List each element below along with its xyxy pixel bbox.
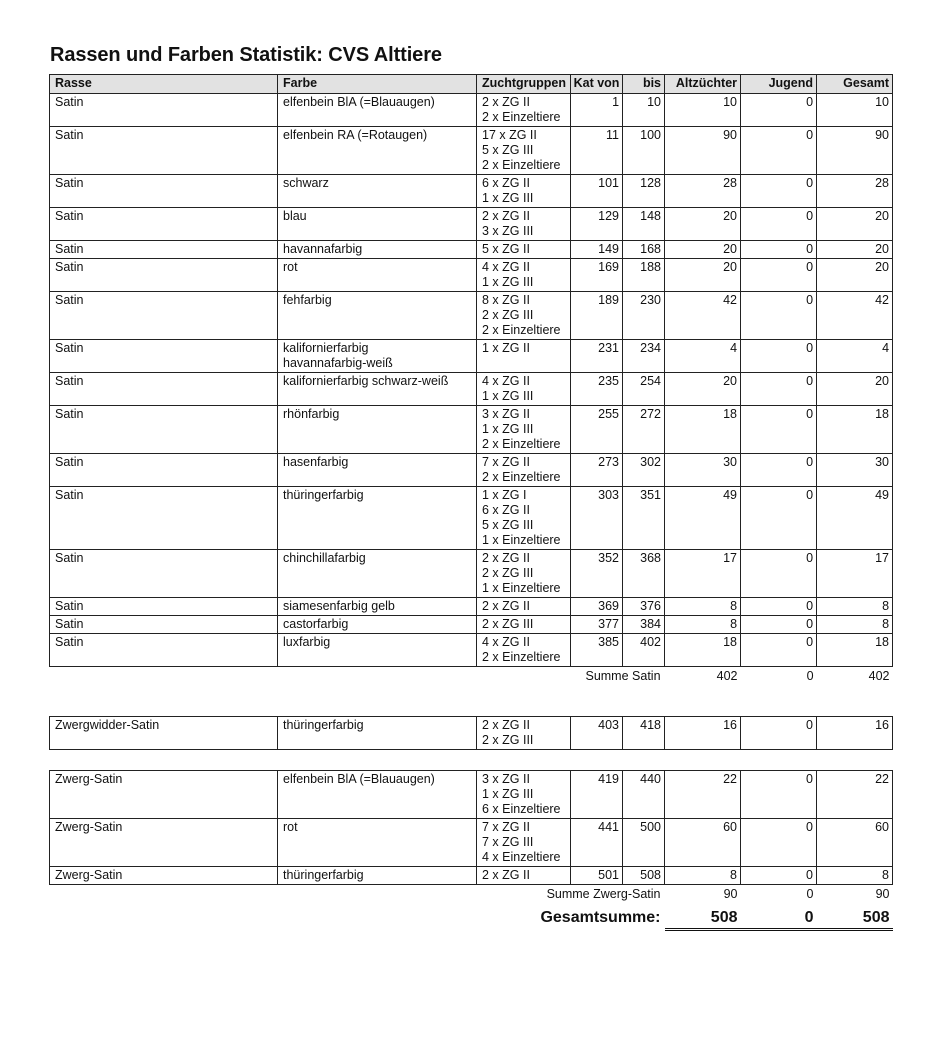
cell-bis: 100 bbox=[623, 127, 665, 175]
cell-altzuechter: 18 bbox=[665, 406, 741, 454]
cell-zuchtgruppen bbox=[477, 616, 571, 634]
sum-row-satin bbox=[50, 667, 893, 687]
zuchtgruppe-line: 7 x ZG II bbox=[482, 820, 530, 834]
sum-gesamt: 402 bbox=[868, 669, 890, 683]
cell-rasse: Satin bbox=[50, 292, 278, 340]
cell-jugend: 0 bbox=[741, 208, 817, 241]
zuchtgruppe-line: 2 x ZG II bbox=[482, 209, 530, 223]
cell-gesamt: 20 bbox=[817, 208, 893, 241]
zuchtgruppe-line: 17 x ZG II bbox=[482, 128, 537, 142]
cell-altzuechter: 90 bbox=[665, 127, 741, 175]
cell-farbe: kalifornierfarbig schwarz-weiß bbox=[278, 373, 477, 406]
zuchtgruppe-line: 1 x ZG III bbox=[482, 275, 534, 289]
cell-altzuechter: 22 bbox=[665, 771, 741, 819]
cell-bis: 254 bbox=[623, 373, 665, 406]
cell-bis: 368 bbox=[623, 550, 665, 598]
zuchtgruppe-line: 1 x Einzeltiere bbox=[482, 533, 561, 547]
cell-rasse: Satin bbox=[50, 94, 278, 127]
cell-jugend: 0 bbox=[741, 819, 817, 867]
cell-farbe: castorfarbig bbox=[278, 616, 477, 634]
cell-kat-von: 169 bbox=[571, 259, 623, 292]
cell-farbe: elfenbein BlA (=Blauaugen) bbox=[278, 94, 477, 127]
cell-altzuechter: 18 bbox=[665, 634, 741, 667]
cell-gesamt: 8 bbox=[817, 598, 893, 616]
cell-altzuechter: 42 bbox=[665, 292, 741, 340]
cell-farbe: elfenbein BlA (=Blauaugen) bbox=[278, 771, 477, 819]
cell-bis: 272 bbox=[623, 406, 665, 454]
zuchtgruppe-line: 6 x Einzeltiere bbox=[482, 802, 561, 816]
zuchtgruppe-line: 1 x ZG I bbox=[482, 488, 527, 502]
cell-zuchtgruppen bbox=[477, 487, 571, 550]
cell-altzuechter: 60 bbox=[665, 819, 741, 867]
cell-farbe: havannafarbig bbox=[278, 241, 477, 259]
zuchtgruppe-line: 1 x ZG II bbox=[482, 341, 530, 355]
cell-gesamt: 17 bbox=[817, 550, 893, 598]
zuchtgruppe-line: 5 x ZG III bbox=[482, 143, 534, 157]
zuchtgruppe-line: 6 x ZG II bbox=[482, 503, 530, 517]
cell-kat-von: 419 bbox=[571, 771, 623, 819]
cell-kat-von: 501 bbox=[571, 867, 623, 885]
cell-gesamt: 18 bbox=[817, 406, 893, 454]
table-row bbox=[50, 373, 893, 406]
cell-altzuechter: 17 bbox=[665, 550, 741, 598]
zuchtgruppe-line: 2 x ZG II bbox=[482, 551, 530, 565]
zuchtgruppe-line: 4 x ZG II bbox=[482, 635, 530, 649]
grand-total-gesamt: 508 bbox=[817, 904, 893, 930]
table-row bbox=[50, 340, 893, 373]
zuchtgruppe-line: 8 x ZG II bbox=[482, 293, 530, 307]
cell-altzuechter: 10 bbox=[665, 94, 741, 127]
table-row bbox=[50, 94, 893, 127]
cell-rasse: Zwerg-Satin bbox=[50, 867, 278, 885]
zuchtgruppe-line: 2 x ZG II bbox=[482, 599, 530, 613]
cell-zuchtgruppen bbox=[477, 771, 571, 819]
cell-rasse: Satin bbox=[50, 406, 278, 454]
cell-jugend: 0 bbox=[741, 487, 817, 550]
cell-jugend: 0 bbox=[741, 340, 817, 373]
cell-zuchtgruppen bbox=[477, 259, 571, 292]
cell-gesamt: 18 bbox=[817, 634, 893, 667]
cell-rasse: Satin bbox=[50, 487, 278, 550]
cell-jugend: 0 bbox=[741, 616, 817, 634]
cell-bis: 508 bbox=[623, 867, 665, 885]
cell-farbe: thüringerfarbig bbox=[278, 867, 477, 885]
cell-rasse: Satin bbox=[50, 127, 278, 175]
zuchtgruppe-line: 1 x ZG III bbox=[482, 389, 534, 403]
cell-zuchtgruppen bbox=[477, 94, 571, 127]
cell-jugend: 0 bbox=[741, 454, 817, 487]
cell-altzuechter: 20 bbox=[665, 373, 741, 406]
cell-jugend: 0 bbox=[741, 867, 817, 885]
cell-rasse: Zwergwidder-Satin bbox=[50, 717, 278, 750]
cell-zuchtgruppen bbox=[477, 406, 571, 454]
zuchtgruppe-line: 5 x ZG III bbox=[482, 518, 534, 532]
table-row bbox=[50, 771, 893, 819]
cell-gesamt: 20 bbox=[817, 259, 893, 292]
zuchtgruppe-line: 5 x ZG II bbox=[482, 242, 530, 256]
cell-gesamt: 42 bbox=[817, 292, 893, 340]
cell-gesamt: 90 bbox=[817, 127, 893, 175]
cell-zuchtgruppen bbox=[477, 292, 571, 340]
cell-zuchtgruppen bbox=[477, 819, 571, 867]
cell-farbe: elfenbein RA (=Rotaugen) bbox=[278, 127, 477, 175]
col-header-jugend: Jugend bbox=[741, 75, 817, 94]
cell-gesamt: 4 bbox=[817, 340, 893, 373]
cell-farbe: hasenfarbig bbox=[278, 454, 477, 487]
cell-zuchtgruppen bbox=[477, 867, 571, 885]
cell-bis: 418 bbox=[623, 717, 665, 750]
sum-label: Summe Satin bbox=[585, 669, 661, 683]
zuchtgruppe-line: 1 x ZG III bbox=[482, 191, 534, 205]
cell-farbe: rhönfarbig bbox=[278, 406, 477, 454]
cell-farbe: schwarz bbox=[278, 175, 477, 208]
zuchtgruppe-line: 2 x Einzeltiere bbox=[482, 110, 561, 124]
cell-kat-von: 231 bbox=[571, 340, 623, 373]
grand-total-label: Gesamtsumme: bbox=[540, 909, 661, 926]
table-row bbox=[50, 550, 893, 598]
cell-kat-von: 303 bbox=[571, 487, 623, 550]
zuchtgruppe-line: 2 x ZG II bbox=[482, 868, 530, 882]
cell-bis: 230 bbox=[623, 292, 665, 340]
cell-jugend: 0 bbox=[741, 717, 817, 750]
cell-zuchtgruppen bbox=[477, 208, 571, 241]
cell-kat-von: 352 bbox=[571, 550, 623, 598]
cell-rasse: Satin bbox=[50, 259, 278, 292]
cell-kat-von: 149 bbox=[571, 241, 623, 259]
cell-zuchtgruppen bbox=[477, 127, 571, 175]
cell-rasse: Satin bbox=[50, 175, 278, 208]
cell-rasse: Zwerg-Satin bbox=[50, 771, 278, 819]
table-row bbox=[50, 454, 893, 487]
cell-zuchtgruppen bbox=[477, 340, 571, 373]
farbe-line: havannafarbig-weiß bbox=[283, 356, 393, 370]
cell-altzuechter: 8 bbox=[665, 867, 741, 885]
table-row bbox=[50, 616, 893, 634]
zuchtgruppe-line: 7 x ZG II bbox=[482, 455, 530, 469]
table-row bbox=[50, 717, 893, 750]
header-row bbox=[50, 75, 893, 94]
cell-gesamt: 60 bbox=[817, 819, 893, 867]
cell-bis: 10 bbox=[623, 94, 665, 127]
sum-jugend: 0 bbox=[806, 669, 814, 683]
cell-altzuechter: 16 bbox=[665, 717, 741, 750]
cell-gesamt: 8 bbox=[817, 616, 893, 634]
cell-farbe: blau bbox=[278, 208, 477, 241]
table-row bbox=[50, 598, 893, 616]
cell-rasse: Satin bbox=[50, 373, 278, 406]
table-row bbox=[50, 819, 893, 867]
table-row bbox=[50, 292, 893, 340]
cell-bis: 384 bbox=[623, 616, 665, 634]
cell-bis: 168 bbox=[623, 241, 665, 259]
cell-bis: 234 bbox=[623, 340, 665, 373]
zuchtgruppe-line: 4 x ZG II bbox=[482, 260, 530, 274]
sum-gesamt: 90 bbox=[875, 887, 890, 901]
farbe-line: kalifornierfarbig bbox=[283, 341, 369, 355]
zwergwidder-table bbox=[49, 716, 893, 750]
col-header-gesamt: Gesamt bbox=[817, 75, 893, 94]
cell-kat-von: 235 bbox=[571, 373, 623, 406]
sum-altzuechter: 402 bbox=[716, 669, 738, 683]
cell-gesamt: 28 bbox=[817, 175, 893, 208]
table-row bbox=[50, 259, 893, 292]
cell-kat-von: 441 bbox=[571, 819, 623, 867]
cell-farbe: rot bbox=[278, 819, 477, 867]
cell-jugend: 0 bbox=[741, 406, 817, 454]
zuchtgruppe-line: 3 x ZG III bbox=[482, 224, 534, 238]
cell-rasse: Satin bbox=[50, 340, 278, 373]
zuchtgruppe-line: 4 x ZG II bbox=[482, 374, 530, 388]
cell-altzuechter: 49 bbox=[665, 487, 741, 550]
cell-altzuechter: 4 bbox=[665, 340, 741, 373]
table-row bbox=[50, 406, 893, 454]
cell-kat-von: 369 bbox=[571, 598, 623, 616]
cell-altzuechter: 28 bbox=[665, 175, 741, 208]
table-row bbox=[50, 867, 893, 885]
cell-kat-von: 377 bbox=[571, 616, 623, 634]
cell-jugend: 0 bbox=[741, 550, 817, 598]
satin-table bbox=[49, 74, 893, 686]
cell-bis: 351 bbox=[623, 487, 665, 550]
cell-jugend: 0 bbox=[741, 771, 817, 819]
table-row bbox=[50, 487, 893, 550]
cell-rasse: Satin bbox=[50, 208, 278, 241]
cell-rasse: Zwerg-Satin bbox=[50, 819, 278, 867]
cell-bis: 302 bbox=[623, 454, 665, 487]
table-row bbox=[50, 241, 893, 259]
cell-gesamt: 20 bbox=[817, 373, 893, 406]
cell-kat-von: 273 bbox=[571, 454, 623, 487]
cell-gesamt: 10 bbox=[817, 94, 893, 127]
sum-jugend: 0 bbox=[806, 887, 814, 901]
cell-bis: 440 bbox=[623, 771, 665, 819]
col-header-zuchtgruppen: Zuchtgruppen bbox=[477, 75, 571, 94]
cell-kat-von: 129 bbox=[571, 208, 623, 241]
cell-zuchtgruppen bbox=[477, 454, 571, 487]
cell-kat-von: 11 bbox=[571, 127, 623, 175]
cell-kat-von: 255 bbox=[571, 406, 623, 454]
cell-zuchtgruppen bbox=[477, 717, 571, 750]
cell-farbe: thüringerfarbig bbox=[278, 487, 477, 550]
grand-total-row bbox=[50, 904, 893, 930]
col-header-rasse: Rasse bbox=[50, 75, 278, 94]
cell-farbe: rot bbox=[278, 259, 477, 292]
zuchtgruppe-line: 3 x ZG II bbox=[482, 772, 530, 786]
cell-altzuechter: 20 bbox=[665, 259, 741, 292]
table-row bbox=[50, 634, 893, 667]
cell-altzuechter: 20 bbox=[665, 241, 741, 259]
cell-farbe: thüringerfarbig bbox=[278, 717, 477, 750]
cell-kat-von: 385 bbox=[571, 634, 623, 667]
cell-jugend: 0 bbox=[741, 259, 817, 292]
cell-gesamt: 49 bbox=[817, 487, 893, 550]
cell-gesamt: 16 bbox=[817, 717, 893, 750]
zuchtgruppe-line: 2 x Einzeltiere bbox=[482, 650, 561, 664]
cell-kat-von: 1 bbox=[571, 94, 623, 127]
table-row bbox=[50, 175, 893, 208]
cell-zuchtgruppen bbox=[477, 598, 571, 616]
cell-altzuechter: 20 bbox=[665, 208, 741, 241]
cell-kat-von: 189 bbox=[571, 292, 623, 340]
cell-bis: 500 bbox=[623, 819, 665, 867]
cell-altzuechter: 30 bbox=[665, 454, 741, 487]
cell-jugend: 0 bbox=[741, 634, 817, 667]
cell-kat-von: 101 bbox=[571, 175, 623, 208]
cell-farbe: chinchillafarbig bbox=[278, 550, 477, 598]
sum-label: Summe Zwerg-Satin bbox=[546, 887, 661, 901]
cell-jugend: 0 bbox=[741, 94, 817, 127]
cell-jugend: 0 bbox=[741, 598, 817, 616]
zuchtgruppe-line: 6 x ZG II bbox=[482, 176, 530, 190]
zuchtgruppe-line: 2 x ZG II bbox=[482, 95, 530, 109]
zuchtgruppe-line: 2 x ZG III bbox=[482, 566, 534, 580]
sum-altzuechter: 90 bbox=[723, 887, 738, 901]
cell-farbe: siamesenfarbig gelb bbox=[278, 598, 477, 616]
cell-bis: 402 bbox=[623, 634, 665, 667]
cell-jugend: 0 bbox=[741, 292, 817, 340]
zuchtgruppe-line: 3 x ZG II bbox=[482, 407, 530, 421]
sum-row-zwerg-satin bbox=[50, 885, 893, 905]
cell-altzuechter: 8 bbox=[665, 598, 741, 616]
cell-rasse: Satin bbox=[50, 598, 278, 616]
cell-jugend: 0 bbox=[741, 127, 817, 175]
zuchtgruppe-line: 2 x ZG III bbox=[482, 733, 534, 747]
zwerg-satin-table bbox=[49, 770, 893, 931]
cell-zuchtgruppen bbox=[477, 634, 571, 667]
cell-kat-von: 403 bbox=[571, 717, 623, 750]
cell-zuchtgruppen bbox=[477, 550, 571, 598]
cell-zuchtgruppen bbox=[477, 373, 571, 406]
cell-bis: 128 bbox=[623, 175, 665, 208]
cell-farbe: luxfarbig bbox=[278, 634, 477, 667]
page-title: Rassen und Farben Statistik: CVS Alttiere bbox=[50, 44, 442, 66]
col-header-altzuechter: Altzüchter bbox=[665, 75, 741, 94]
cell-gesamt: 8 bbox=[817, 867, 893, 885]
cell-rasse: Satin bbox=[50, 634, 278, 667]
col-header-kat-von: Kat von bbox=[571, 75, 623, 94]
zuchtgruppe-line: 2 x ZG III bbox=[482, 308, 534, 322]
cell-zuchtgruppen bbox=[477, 175, 571, 208]
cell-zuchtgruppen bbox=[477, 241, 571, 259]
grand-total-altzuechter: 508 bbox=[665, 904, 741, 930]
table-row bbox=[50, 208, 893, 241]
cell-rasse: Satin bbox=[50, 454, 278, 487]
cell-farbe: fehfarbig bbox=[278, 292, 477, 340]
cell-gesamt: 30 bbox=[817, 454, 893, 487]
zuchtgruppe-line: 1 x Einzeltiere bbox=[482, 581, 561, 595]
cell-rasse: Satin bbox=[50, 616, 278, 634]
zuchtgruppe-line: 1 x ZG III bbox=[482, 422, 534, 436]
col-header-farbe: Farbe bbox=[278, 75, 477, 94]
zuchtgruppe-line: 2 x ZG III bbox=[482, 617, 534, 631]
col-header-bis: bis bbox=[623, 75, 665, 94]
cell-rasse: Satin bbox=[50, 241, 278, 259]
zuchtgruppe-line: 2 x ZG II bbox=[482, 718, 530, 732]
zuchtgruppe-line: 4 x Einzeltiere bbox=[482, 850, 561, 864]
cell-bis: 148 bbox=[623, 208, 665, 241]
cell-farbe bbox=[278, 340, 477, 373]
cell-jugend: 0 bbox=[741, 175, 817, 208]
cell-bis: 188 bbox=[623, 259, 665, 292]
cell-rasse: Satin bbox=[50, 550, 278, 598]
cell-jugend: 0 bbox=[741, 241, 817, 259]
cell-gesamt: 20 bbox=[817, 241, 893, 259]
cell-gesamt: 22 bbox=[817, 771, 893, 819]
zuchtgruppe-line: 2 x Einzeltiere bbox=[482, 470, 561, 484]
grand-total-jugend: 0 bbox=[741, 904, 817, 930]
zuchtgruppe-line: 7 x ZG III bbox=[482, 835, 534, 849]
table-row bbox=[50, 127, 893, 175]
zuchtgruppe-line: 2 x Einzeltiere bbox=[482, 158, 561, 172]
zuchtgruppe-line: 2 x Einzeltiere bbox=[482, 323, 561, 337]
cell-bis: 376 bbox=[623, 598, 665, 616]
cell-altzuechter: 8 bbox=[665, 616, 741, 634]
zuchtgruppe-line: 1 x ZG III bbox=[482, 787, 534, 801]
cell-jugend: 0 bbox=[741, 373, 817, 406]
zuchtgruppe-line: 2 x Einzeltiere bbox=[482, 437, 561, 451]
